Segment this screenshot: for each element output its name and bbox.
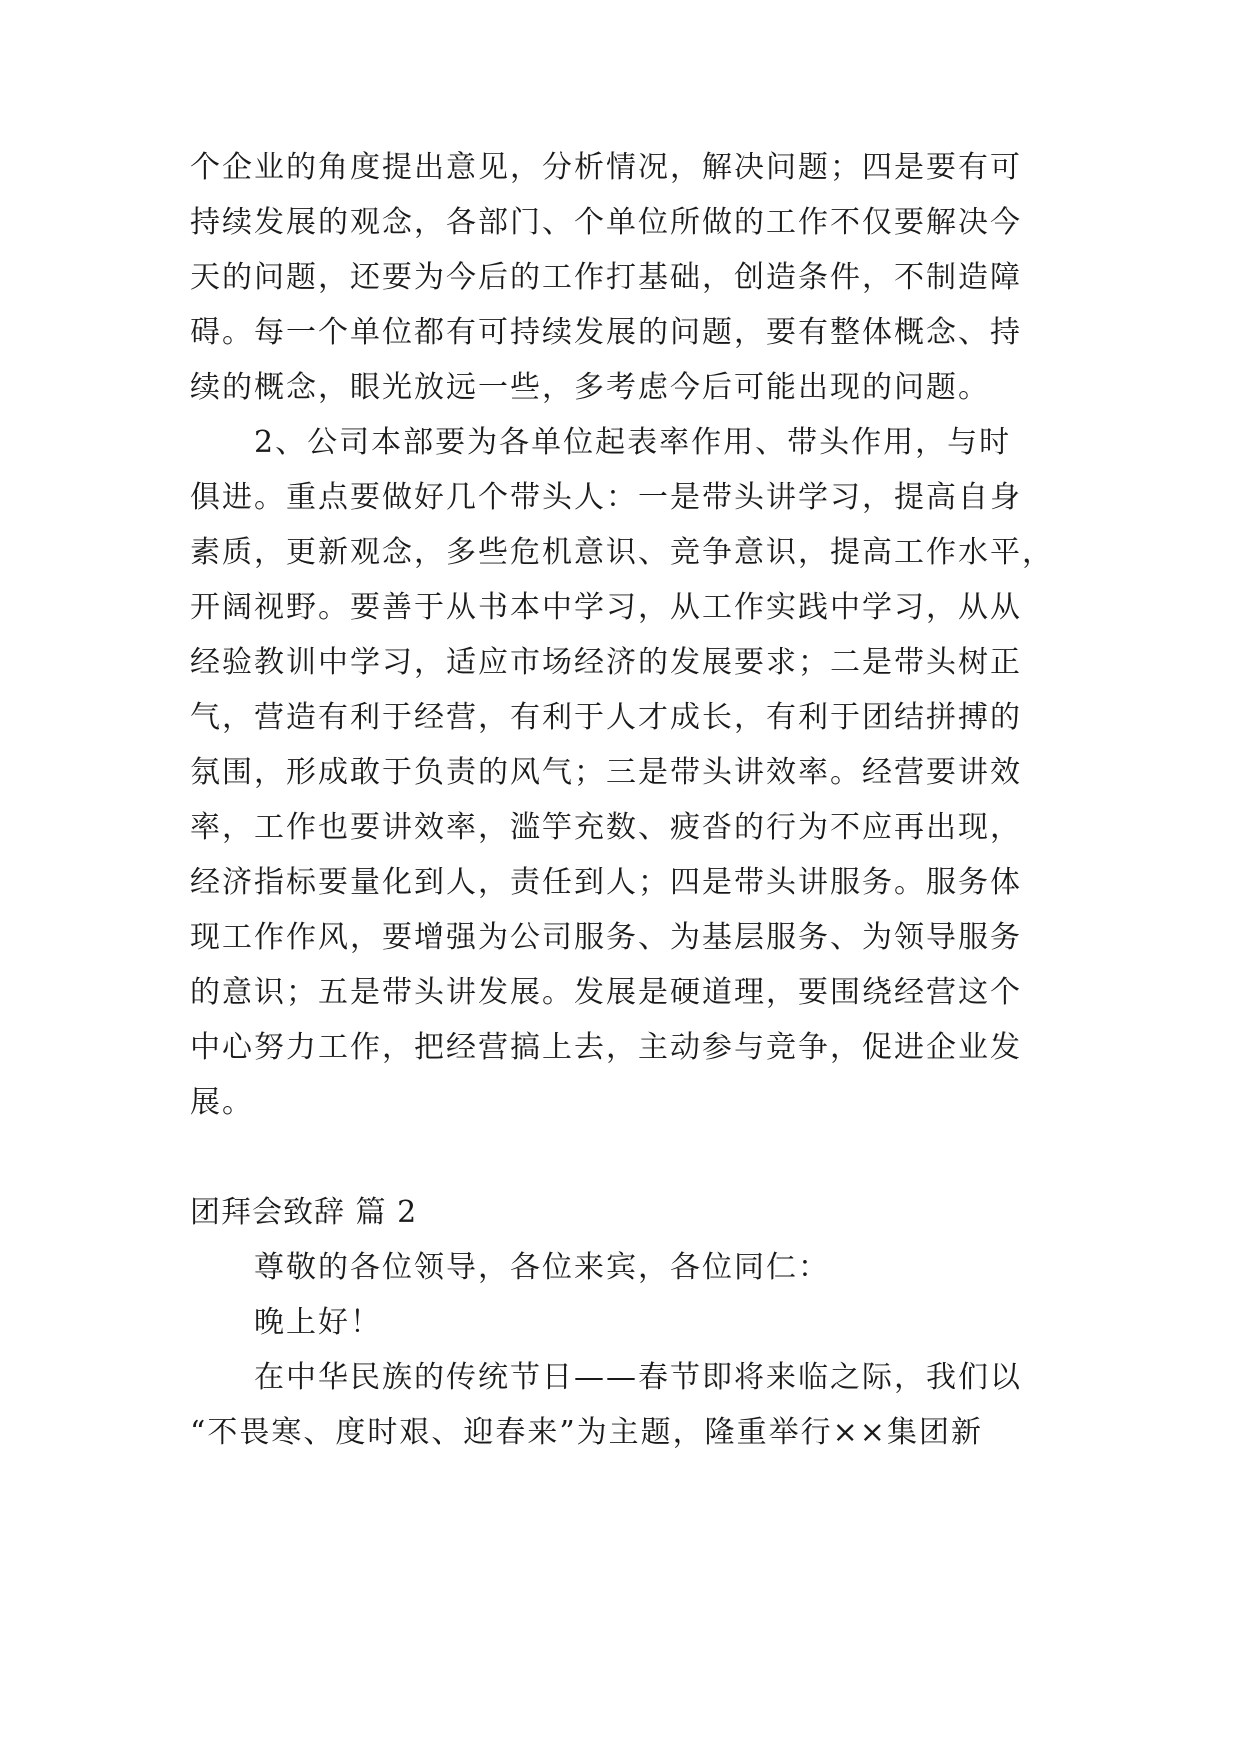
paragraph-2-line: 中心努力工作，把经营搞上去，主动参与竞争，促进企业发 [190,1030,1022,1065]
paragraph-2-line: 经验教训中学习，适应市场经济的发展要求；二是带头树正 [190,645,1022,680]
paragraph-2-line: 现工作作风，要增强为公司服务、为基层服务、为领导服务 [190,920,1022,955]
paragraph-1-line: 天的问题，还要为今后的工作打基础，创造条件，不制造障 [190,260,1022,295]
paragraph-2-line: 俱进。重点要做好几个带头人：一是带头讲学习，提高自身 [190,480,1022,515]
paragraph-3-line: 在中华民族的传统节日——春节即将来临之际，我们以 [254,1360,1022,1395]
paragraph-2-line: 开阔视野。要善于从书本中学习，从工作实践中学习，从从 [190,590,1022,625]
paragraph-2-line: 经济指标要量化到人，责任到人；四是带头讲服务。服务体 [190,865,1022,900]
paragraph-2-line: 素质，更新观念，多些危机意识、竞争意识，提高工作水平， [190,535,1054,570]
greeting: 晚上好！ [254,1305,382,1340]
paragraph-3-line: “不畏寒、度时艰、迎春来”为主题，隆重举行××集团新 [190,1415,983,1450]
paragraph-2-line: 2、公司本部要为各单位起表率作用、带头作用，与时 [254,425,1012,460]
paragraph-2-line: 的意识；五是带头讲发展。发展是硬道理，要围绕经营这个 [190,975,1022,1010]
paragraph-2-line: 氛围，形成敢于负责的风气；三是带头讲效率。经营要讲效 [190,755,1022,790]
paragraph-1-line: 续的概念，眼光放远一些，多考虑今后可能出现的问题。 [190,370,990,405]
paragraph-1-line: 碍。每一个单位都有可持续发展的问题，要有整体概念、持 [190,315,1022,350]
paragraph-2-line: 率，工作也要讲效率，滥竽充数、疲沓的行为不应再出现， [190,810,1022,845]
paragraph-2-line: 展。 [190,1085,254,1120]
paragraph-1-line: 持续发展的观念，各部门、个单位所做的工作不仅要解决今 [190,205,1022,240]
paragraph-2-line: 气，营造有利于经营，有利于人才成长，有利于团结拼搏的 [190,700,1022,735]
section-title: 团拜会致辞 篇 2 [190,1195,418,1230]
paragraph-1-line: 个企业的角度提出意见，分析情况，解决问题；四是要有可 [190,150,1022,185]
salutation: 尊敬的各位领导，各位来宾，各位同仁： [254,1250,830,1285]
